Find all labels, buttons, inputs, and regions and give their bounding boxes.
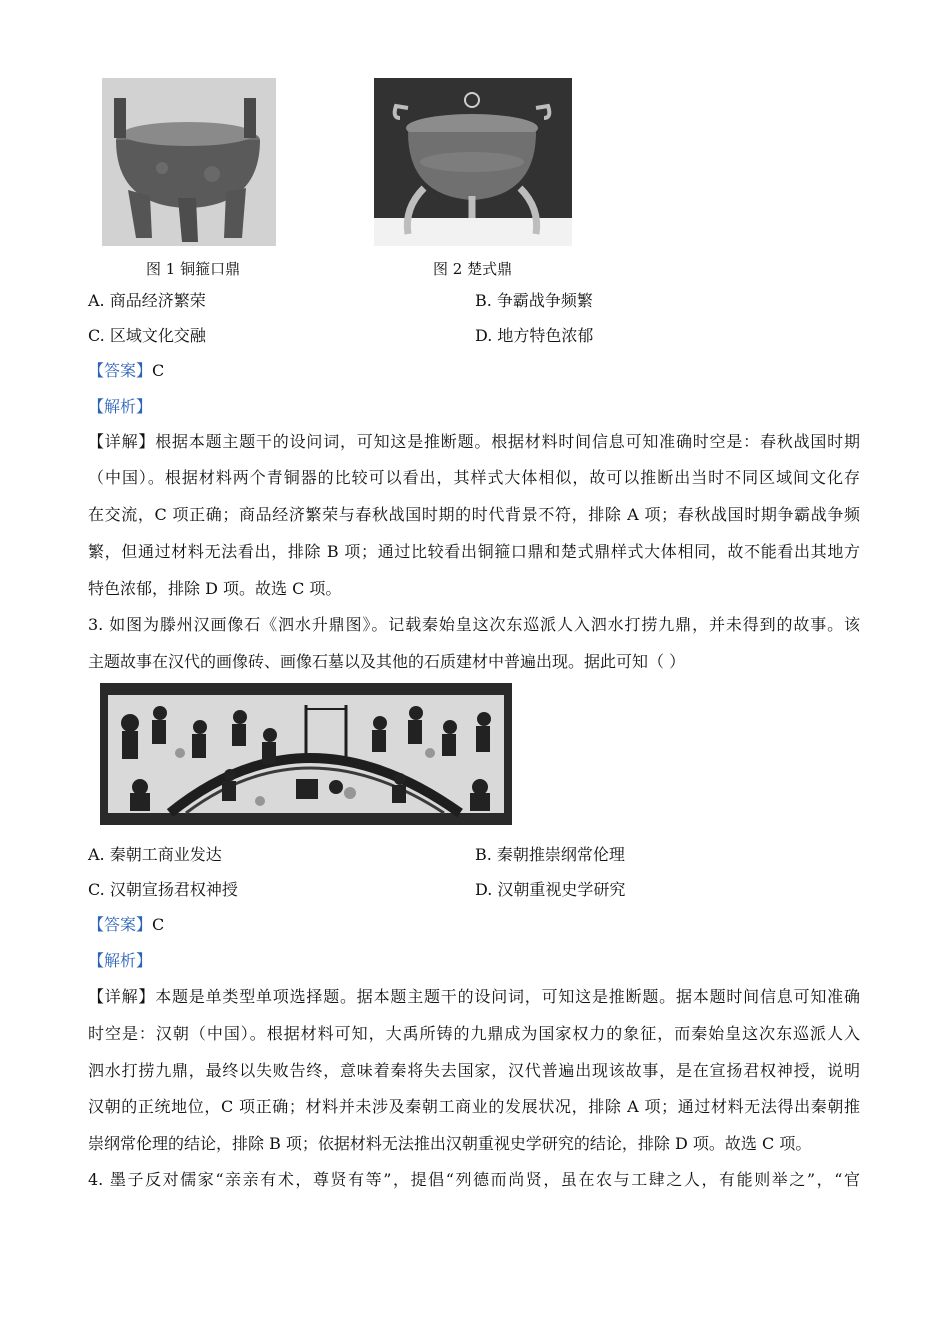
q3-detail-line-5: 崇纲常伦理的结论，排除 B 项；依据材料无法推出汉朝重视史学研究的结论，排除 D 项。故选 C 项。 — [88, 1134, 812, 1153]
q3-answer-row — [88, 915, 164, 935]
q2-answer-row — [88, 361, 164, 381]
q2-answer-tag: 【答案】 — [88, 361, 153, 380]
q2-detail-tag: 【详解】 — [88, 432, 156, 451]
q2-analysis-tag: 【解析】 — [88, 397, 153, 416]
q3-option-d: D. 汉朝重视史学研究 — [475, 880, 626, 899]
q3-option-c: C. 汉朝宣扬君权神授 — [88, 880, 238, 899]
q3-detail-line-1: 【详解】本题是单类型单项选择题。据本题主题干的设问词，可知这是推断题。据本题时间信息可知准确 — [88, 987, 860, 1006]
q2-detail-line-3: 在交流，C 项正确；商品经济繁荣与春秋战国时期的时代背景不符，排除 A 项；春秋战国时期争霸战争频 — [88, 505, 860, 524]
figure-2-caption: 图 2 楚式鼎 — [433, 260, 513, 278]
han-stone-relief-image — [100, 683, 512, 825]
q3-option-b: B. 秦朝推崇纲常伦理 — [475, 845, 625, 864]
q4-stem-line-1: 4. 墨子反对儒家“亲亲有术，尊贤有等”，提倡“列德而尚贤，虽在农与工肆之人，有能则举之”，“官 — [88, 1170, 860, 1189]
q3-answer-tag: 【答案】 — [88, 915, 153, 934]
q2-option-b: B. 争霸战争频繁 — [475, 291, 593, 310]
q3-detail-line-4: 汉朝的正统地位，C 项正确；材料并未涉及秦朝工商业的发展状况，排除 A 项；通过材料无法得出秦朝推 — [88, 1097, 860, 1116]
q2-option-c: C. 区域文化交融 — [88, 326, 206, 345]
q3-detail-line-2: 时空是：汉朝（中国）。根据材料可知，大禹所铸的九鼎成为国家权力的象征，而秦始皇这次东巡派人入 — [88, 1024, 860, 1043]
figure-2-ding-photo — [374, 78, 572, 246]
q3-stem-line-1: 3. 如图为滕州汉画像石《泗水升鼎图》。记载秦始皇这次东巡派人入泗水打捞九鼎，并未得到的故事。该 — [88, 615, 860, 634]
q3-option-a: A. 秦朝工商业发达 — [88, 845, 222, 864]
q2-detail-line-2: （中国）。根据材料两个青铜器的比较可以看出，其样式大体相似，故可以推断出当时不同区域间文化存 — [88, 468, 860, 487]
q2-answer-value: C — [152, 361, 165, 380]
q2-detail-line-4: 繁，但通过材料无法看出，排除 B 项；通过比较看出铜箍口鼎和楚式鼎样式大体相同，故不能看出其地方 — [88, 542, 860, 561]
q3-stem-line-2: 主题故事在汉代的画像砖、画像石墓以及其他的石质建材中普遍出现。据此可知（ ） — [88, 652, 686, 671]
q2-option-a: A. 商品经济繁荣 — [88, 291, 206, 310]
figure-1-caption: 图 1 铜箍口鼎 — [146, 260, 241, 278]
q3-answer-value: C — [152, 915, 165, 934]
q3-detail-line-3: 泗水打捞九鼎，最终以失败告终，意味着秦将失去国家，汉代普遍出现该故事，是在宣扬君权神授，说明 — [88, 1061, 860, 1080]
q2-detail-line-5: 特色浓郁，排除 D 项。故选 C 项。 — [88, 579, 342, 598]
q3-analysis-tag: 【解析】 — [88, 951, 153, 970]
q3-detail-tag: 【详解】 — [88, 987, 156, 1006]
q2-option-d: D. 地方特色浓郁 — [475, 326, 594, 345]
q2-detail-line-1: 【详解】根据本题主题干的设问词，可知这是推断题。根据材料时间信息可知准确时空是：春秋战国时期 — [88, 432, 860, 451]
figure-1-ding-photo — [102, 78, 276, 246]
